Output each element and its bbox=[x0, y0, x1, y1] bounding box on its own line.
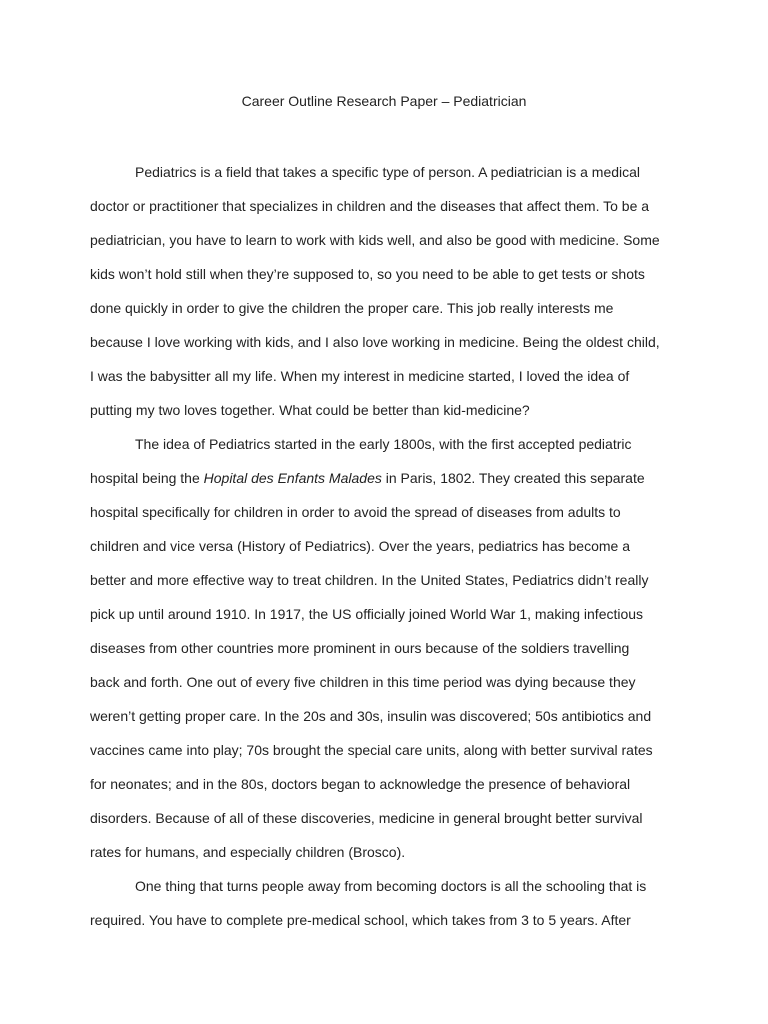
text-segment: in Paris, 1802. They created this separate bbox=[381, 470, 645, 486]
text-line: rates for humans, and especially children (Brosco). bbox=[90, 844, 406, 860]
text-line: required. You have to complete pre-medical school, which takes from 3 to 5 years. After bbox=[90, 912, 631, 928]
text-line: pediatrician, you have to learn to work with kids well, and also be good with medicine. Some bbox=[90, 232, 660, 248]
text-line: disorders. Because of all of these discoveries, medicine in general brought better survival bbox=[90, 810, 643, 826]
page-title: Career Outline Research Paper – Pediatrician bbox=[241, 93, 527, 109]
text-line: hospital specifically for children in order to avoid the spread of diseases from adults to bbox=[90, 504, 621, 520]
text-line: done quickly in order to give the children the proper care. This job really interests me bbox=[90, 300, 614, 316]
text-line: Pediatrics is a field that takes a specific type of person. A pediatrician is a medical bbox=[135, 164, 641, 180]
text-line: weren’t getting proper care. In the 20s and 30s, insulin was discovered; 50s antibiotics and bbox=[90, 708, 652, 724]
text-line: One thing that turns people away from becoming doctors is all the schooling that is bbox=[135, 878, 647, 894]
text-line: The idea of Pediatrics started in the early 1800s, with the first accepted pediatric bbox=[135, 436, 632, 452]
text-line: vaccines came into play; 70s brought the special care units, along with better survival rates bbox=[90, 742, 653, 758]
text-line: I was the babysitter all my life. When my interest in medicine started, I loved the idea of bbox=[90, 368, 630, 384]
text-line: better and more effective way to treat children. In the United States, Pediatrics didn’t really bbox=[90, 572, 649, 588]
text-line: children and vice versa (History of Pediatrics). Over the years, pediatrics has become a bbox=[90, 538, 631, 554]
text-segment: hospital being the bbox=[90, 470, 204, 486]
text-line: doctor or practitioner that specializes in children and the diseases that affect them. To be a bbox=[90, 198, 650, 214]
text-line: because I love working with kids, and I also love working in medicine. Being the oldest child, bbox=[90, 334, 660, 350]
text-line: for neonates; and in the 80s, doctors began to acknowledge the presence of behavioral bbox=[90, 776, 631, 792]
text-line: back and forth. One out of every five children in this time period was dying because they bbox=[90, 674, 636, 690]
text-line-with-italic bbox=[90, 469, 690, 487]
italic-hospital-name: Hopital des Enfants Malades bbox=[203, 470, 382, 486]
text-line: kids won’t hold still when they’re supposed to, so you need to be able to get tests or shots bbox=[90, 266, 645, 282]
text-line: diseases from other countries more prominent in ours because of the soldiers travelling bbox=[90, 640, 630, 656]
text-line: pick up until around 1910. In 1917, the US officially joined World War 1, making infectious bbox=[90, 606, 644, 622]
text-line: putting my two loves together. What could be better than kid-medicine? bbox=[90, 402, 530, 418]
